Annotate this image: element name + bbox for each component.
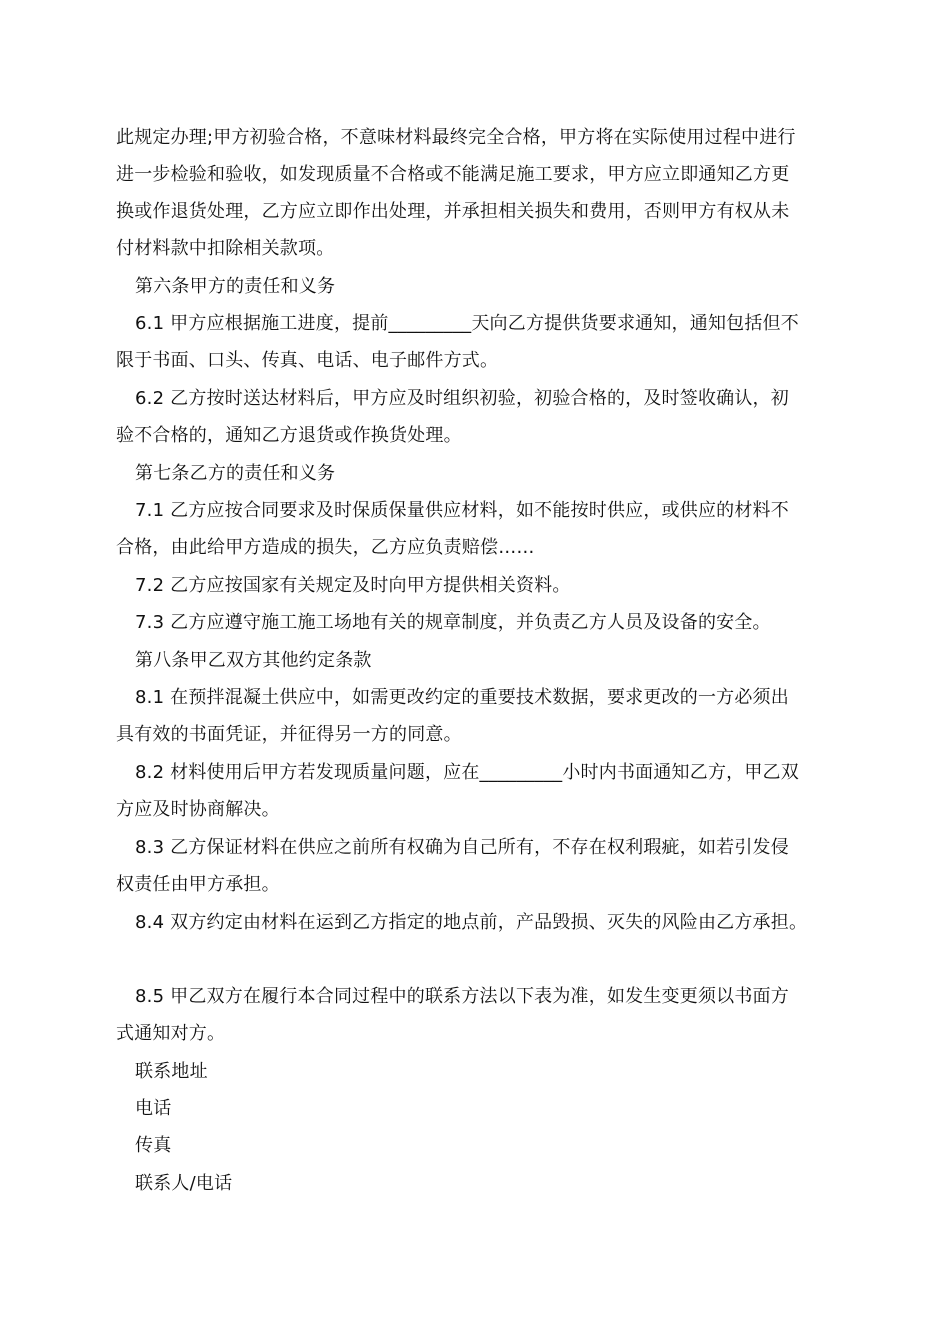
text-line: 付材料款中扣除相关款项。 [116, 238, 335, 259]
text-line: 验不合格的，通知乙方退货或作换货处理。 [116, 425, 462, 446]
text-line: 6.1 甲方应根据施工进度，提前_________天向乙方提供货要求通知，通知包括但不 [135, 313, 799, 334]
text-line: 8.4 双方约定由材料在运到乙方指定的地点前，产品毁损、灭失的风险由乙方承担。 [135, 912, 808, 933]
text-line: 7.1 乙方应按合同要求及时保质保量供应材料，如不能按时供应，或供应的材料不 [135, 500, 789, 521]
contact-phone-label: 电话 [135, 1098, 172, 1119]
text-line: 7.2 乙方应按国家有关规定及时向甲方提供相关资料。 [135, 575, 571, 596]
text-line: 式通知对方。 [116, 1023, 226, 1044]
text-line: 8.5 甲乙双方在履行本合同过程中的联系方法以下表为准，如发生变更须以书面方 [135, 986, 789, 1007]
text-line: 权责任由甲方承担。 [116, 874, 280, 895]
contact-person-label: 联系人/电话 [135, 1173, 233, 1194]
text-line: 7.3 乙方应遵守施工施工场地有关的规章制度，并负责乙方人员及设备的安全。 [135, 612, 771, 633]
text-line: 合格，由此给甲方造成的损失，乙方应负责赔偿…… [116, 537, 535, 558]
text-line: 限于书面、口头、传真、电话、电子邮件方式。 [116, 350, 499, 371]
section-heading: 第六条甲方的责任和义务 [135, 276, 336, 297]
text-line: 进一步检验和验收，如发现质量不合格或不能满足施工要求，甲方应立即通知乙方更 [116, 164, 790, 185]
text-line: 8.2 材料使用后甲方若发现质量问题，应在_________小时内书面通知乙方，甲乙双 [135, 762, 799, 783]
section-heading: 第八条甲乙双方其他约定条款 [135, 650, 372, 671]
text-line: 6.2 乙方按时送达材料后，甲方应及时组织初验，初验合格的，及时签收确认，初 [135, 388, 789, 409]
text-line: 此规定办理;甲方初验合格，不意味材料最终完全合格，甲方将在实际使用过程中进行 [116, 127, 796, 148]
contact-address-label: 联系地址 [135, 1061, 208, 1082]
text-line: 方应及时协商解决。 [116, 799, 280, 820]
text-line: 8.3 乙方保证材料在供应之前所有权确为自己所有，不存在权利瑕疵，如若引发侵 [135, 837, 789, 858]
text-line: 换或作退货处理，乙方应立即作出处理，并承担相关损失和费用，否则甲方有权从未 [116, 201, 790, 222]
text-line: 8.1 在预拌混凝土供应中，如需更改约定的重要技术数据，要求更改的一方必须出 [135, 687, 789, 708]
contact-fax-label: 传真 [135, 1135, 172, 1156]
text-line: 具有效的书面凭证，并征得另一方的同意。 [116, 724, 462, 745]
section-heading: 第七条乙方的责任和义务 [135, 463, 336, 484]
